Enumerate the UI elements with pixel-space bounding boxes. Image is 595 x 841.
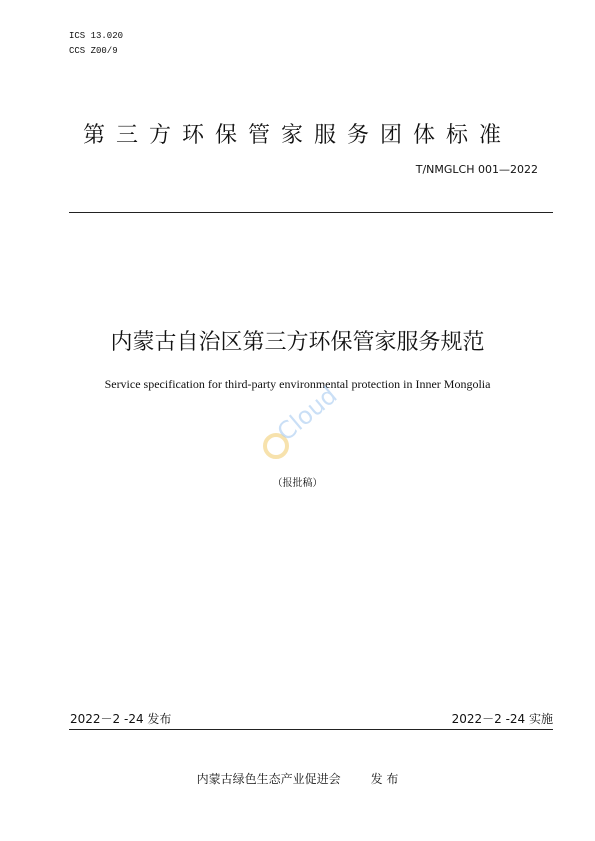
ccs-code: CCS Z00/9 [69, 46, 118, 56]
cloud-watermark-logo [250, 380, 360, 470]
top-divider [69, 212, 553, 213]
issuer-action: 发 布 [370, 772, 399, 786]
ics-code: ICS 13.020 [69, 31, 124, 41]
draft-status-label: （报批稿） [272, 478, 323, 489]
bottom-divider [69, 729, 553, 730]
organization-standard-title: 第三方环保管家服务团体标准 [82, 123, 512, 148]
document-title-chinese: 内蒙古自治区第三方环保管家服务规范 [110, 330, 485, 355]
effective-date: 2022－2 -24 实施 [451, 712, 553, 726]
watermark-text: Cloud [271, 381, 343, 447]
standard-number: T/NMGLCH 001—2022 [415, 163, 538, 176]
issuer-line [0, 770, 595, 787]
document-title-english: Service specification for third-party environmental protection in Inner Mongolia [104, 377, 491, 391]
publish-date: 2022－2 -24 发布 [70, 712, 172, 726]
issuer-name: 内蒙古绿色生态产业促进会 [196, 772, 341, 786]
classification-codes [69, 29, 123, 59]
